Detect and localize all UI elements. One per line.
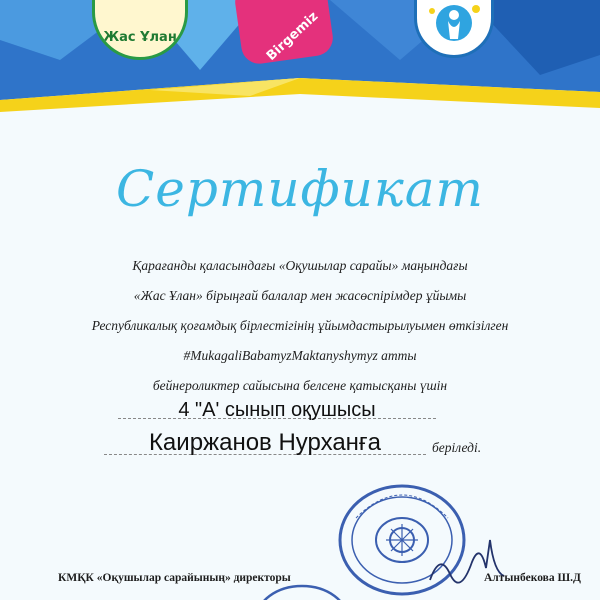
- director-name: Алтынбекова Ш.Д: [484, 572, 581, 584]
- body-line-1: Қарағанды қаласындағы «Оқушылар сарайы» маңындағы: [132, 258, 468, 273]
- zhas-ulan-logo-text: Жас Ұлан: [103, 29, 177, 45]
- body-line-4: #MukagaliBabamyzMaktanyshymyz атты: [183, 348, 417, 363]
- body-line-5: бейнероликтер сайысына белсене қатысқаны үшін: [152, 378, 448, 393]
- certificate-title: Сертификат: [116, 160, 484, 218]
- body-line-2: «Жас Ұлан» бірыңғай балалар мен жасөспірімдер ұйымы: [133, 288, 467, 303]
- body-line-3: Республикалық қоғамдық бірлестігінің ұйымдастырылуымен өткізілген: [91, 318, 509, 333]
- recipient-name: Каиржанов Нурханға: [148, 429, 382, 456]
- birgemiz-logo-text: Birgemiz: [263, 8, 321, 64]
- child-emblem-icon: [424, 0, 484, 49]
- class-text: 4 "А' сынып оқушысы: [178, 399, 376, 421]
- given-text: беріледі.: [432, 440, 482, 455]
- director-title: КМҚК «Оқушылар сарайының» директоры: [58, 572, 291, 584]
